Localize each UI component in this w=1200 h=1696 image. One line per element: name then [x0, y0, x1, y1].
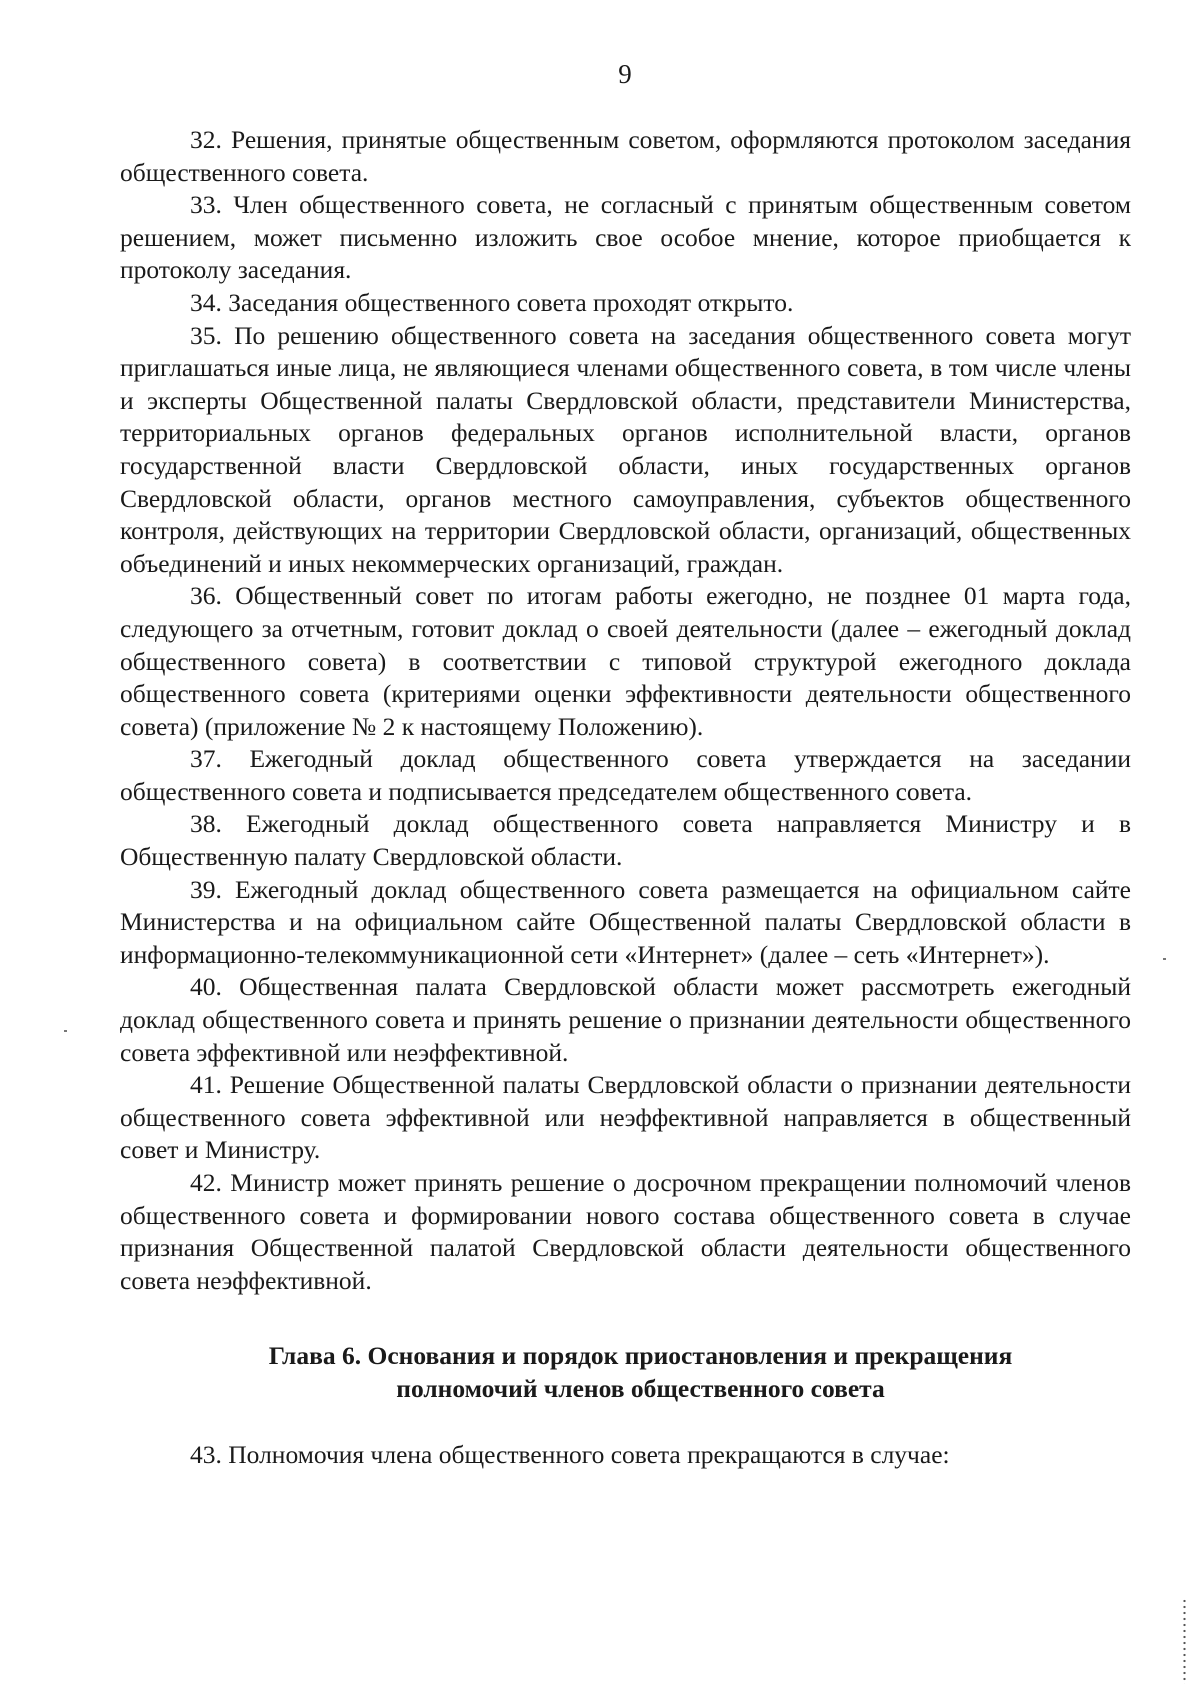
paragraph-36: 36. Общественный совет по итогам работы ежегодно, не позднее 01 марта года, следующего за отчетным, готовит доклад о своей деятельности (далее – ежегодный доклад общественного совета) в соответствии с типовой структурой ежегодного доклада общественного совета (критериями оценки эффективности деятельности общественного совета) (приложение № 2 к настоящему Положению). [120, 581, 1131, 741]
chapter-heading-line-2: полномочий членов общественного совета [396, 1374, 885, 1404]
scan-speck [64, 1030, 67, 1032]
paragraph-42: 42. Министр может принять решение о досрочном прекращении полномочий членов общественного совета и формировании нового состава общественного совета в случае признания Общественной палатой Свердловской области деятельности общественного совета неэффективной. [120, 1168, 1131, 1295]
chapter-heading [120, 1339, 1131, 1405]
paragraph-43: 43. Полномочия члена общественного совета прекращаются в случае: [190, 1440, 950, 1470]
paragraph-37: 37. Ежегодный доклад общественного совета утверждается на заседании общественного совета и подписывается председателем общественного совета. [120, 744, 1131, 806]
scan-speck [1163, 958, 1166, 960]
document-body [120, 124, 1131, 1472]
paragraph-40: 40. Общественная палата Свердловской области может рассмотреть ежегодный доклад общественного совета и принять решение о признании деятельности общественного совета эффективной или неэффективной. [120, 972, 1131, 1067]
page-number: 9 [618, 59, 632, 89]
paragraph-39: 39. Ежегодный доклад общественного совета размещается на официальном сайте Министерства и на официальном сайте Общественной палаты Свердловской области в информационно-телекоммуникационной сети «Интернет» (далее – сеть «Интернет»). [120, 874, 1131, 969]
paragraph-33: 33. Член общественного совета, не согласный с принятым общественным советом решением, может письменно изложить свое особое мнение, которое приобщается к протоколу заседания. [120, 190, 1131, 285]
paragraph-35: 35. По решению общественного совета на заседания общественного совета могут приглашаться иные лица, не являющиеся членами общественного совета, в том числе члены и эксперты Общественной палаты Свердловской области, представители Министерства, территориальных органов федеральных органов исполнительной власти, органов государственной власти Свердловской области, иных государственных органов Свердловской области, органов местного самоуправления, субъектов общественного контроля, действующих на территории Свердловской области, организаций, общественных объединений и иных некоммерческих организаций, граждан. [120, 320, 1131, 578]
paragraph-34: 34. Заседания общественного совета проходят открыто. [190, 287, 794, 317]
paragraph-38: 38. Ежегодный доклад общественного совета направляется Министру и в Общественную палату Свердловской области. [120, 809, 1131, 872]
paragraph-41: 41. Решение Общественной палаты Свердловской области о признании деятельности общественного совета эффективной или неэффективной направляется в общественный совет и Министру. [120, 1070, 1131, 1165]
paragraph-32: 32. Решения, принятые общественным советом, оформляются протоколом заседания общественного совета. [120, 125, 1131, 187]
scan-edge-marks [1183, 1598, 1186, 1684]
chapter-heading-line-1: Глава 6. Основания и порядок приостановления и прекращения [268, 1341, 1013, 1371]
